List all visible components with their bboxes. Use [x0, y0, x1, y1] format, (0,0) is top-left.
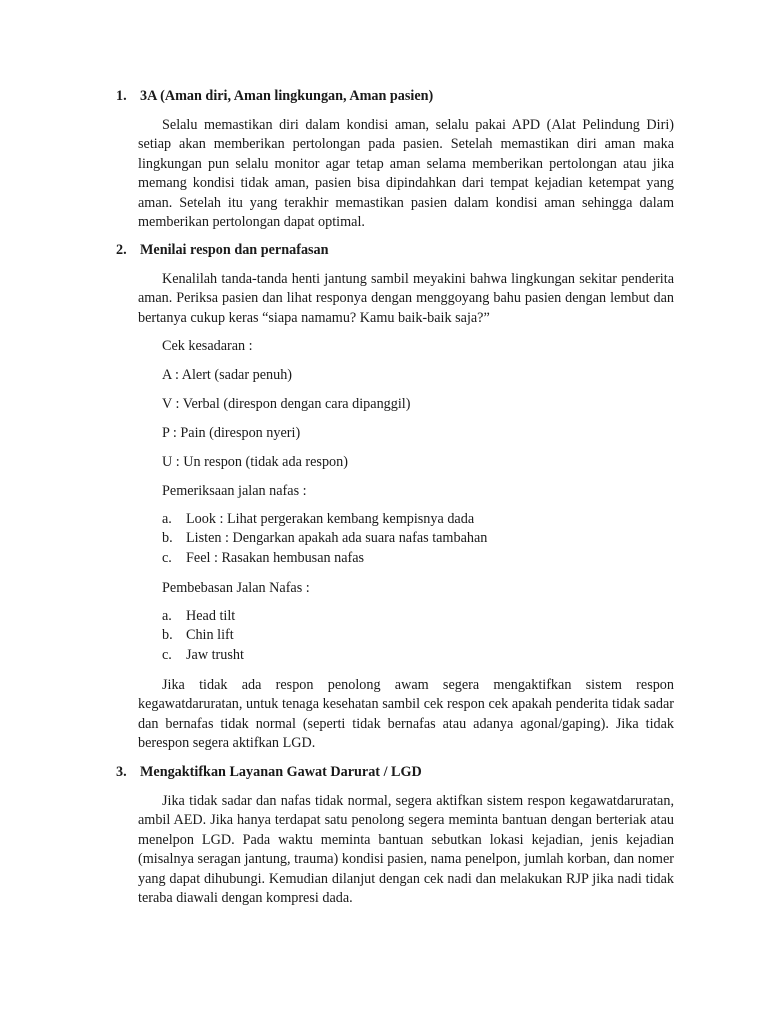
list-item [162, 607, 244, 626]
pemeriksaan-list [162, 510, 487, 568]
list-item [162, 529, 487, 548]
section-1-paragraph: Selalu memastikan diri dalam kondisi aman, selalu pakai APD (Alat Pelindung Diri) setiap akan memberikan pertolongan pada pasien. Setelah memastikan diri aman maka lingkungan pun selalu monitor agar tetap aman selama memberikan pertolongan atau jika memang kondisi tidak aman, pasien bisa dipindahkan dari tempat kejadian ketempat yang aman. Setelah itu yang terakhir memastikan pasien dalam kondisi aman sehingga dalam memberikan pertolongan dapat optimal. [138, 117, 674, 231]
list-item-text: Look : Lihat pergerakan kembang kempisnya dada [186, 511, 475, 527]
section-number: 3. [116, 764, 127, 780]
list-item [162, 626, 244, 645]
section-title: Mengaktifkan Layanan Gawat Darurat / LGD [140, 764, 422, 780]
list-marker: b. [162, 627, 173, 644]
pembebasan-label: Pembebasan Jalan Nafas : [162, 580, 310, 596]
list-marker: c. [162, 646, 172, 663]
list-item-text: Chin lift [186, 627, 234, 644]
list-item-text: Head tilt [186, 608, 236, 624]
list-marker: c. [162, 549, 172, 566]
pembebasan-list [162, 607, 244, 665]
section-2-heading [116, 242, 329, 259]
section-1-heading [116, 88, 433, 105]
section-title: 3A (Aman diri, Aman lingkungan, Aman pasien) [140, 88, 434, 104]
list-marker: a. [162, 608, 172, 624]
section-number: 2. [116, 242, 127, 258]
list-item-text: Feel : Rasakan hembusan nafas [186, 549, 365, 566]
list-item-text: Jaw trusht [186, 646, 244, 663]
section-number: 1. [116, 88, 127, 104]
list-item [162, 510, 487, 529]
list-marker: b. [162, 530, 173, 547]
list-item [162, 646, 244, 665]
list-item-text: Listen : Dengarkan apakah ada suara nafas tambahan [186, 530, 488, 547]
pemeriksaan-label: Pemeriksaan jalan nafas : [162, 483, 307, 499]
section-2-paragraph: Kenalilah tanda-tanda henti jantung sambil meyakini bahwa lingkungan sekitar penderita aman. Periksa pasien dan lihat responya dengan menggoyang bahu pasien dengan lembut dan bertanya cukup keras “siapa namamu? Kamu baik-baik saja?” [138, 271, 674, 326]
section-3-paragraph: Jika tidak sadar dan nafas tidak normal, segera aktifkan sistem respon kegawatdaruratan, ambil AED. Jika hanya terdapat satu penolong segera meminta bantuan dengan berteriak atau menelpon LGD. Pada waktu meminta bantuan sebutkan lokasi kejadian, jenis kejadian (misalnya seragan jantung, trauma) kondisi pasien, nama penelpon, jumlah korban, dan nomer yang dapat dihubungi. Kemudian dilanjut dengan cek nadi dan melakukan RJP jika nadi tidak teraba diawali dengan kompresi dada. [138, 793, 674, 907]
cek-kesadaran-label: Cek kesadaran : [162, 338, 253, 354]
list-marker: a. [162, 511, 172, 527]
section-3-heading [116, 764, 422, 781]
avpu-item-u: U : Un respon (tidak ada respon) [162, 454, 348, 470]
section-2-closing-paragraph: Jika tidak ada respon penolong awam segera mengaktifkan sistem respon kegawatdaruratan, untuk tenaga kesehatan sambil cek respon cek apakah penderita tidak sadar dan bernafas tidak normal (seperti tidak bernafas atau adanya agonal/gaping). Jika tidak berespon segera aktifkan LGD. [138, 677, 674, 752]
avpu-item-a: A : Alert (sadar penuh) [162, 367, 293, 383]
section-title: Menilai respon dan pernafasan [140, 242, 329, 258]
list-item [162, 549, 487, 568]
avpu-item-p: P : Pain (direspon nyeri) [162, 425, 301, 441]
avpu-item-v: V : Verbal (direspon dengan cara dipanggil) [162, 396, 411, 412]
